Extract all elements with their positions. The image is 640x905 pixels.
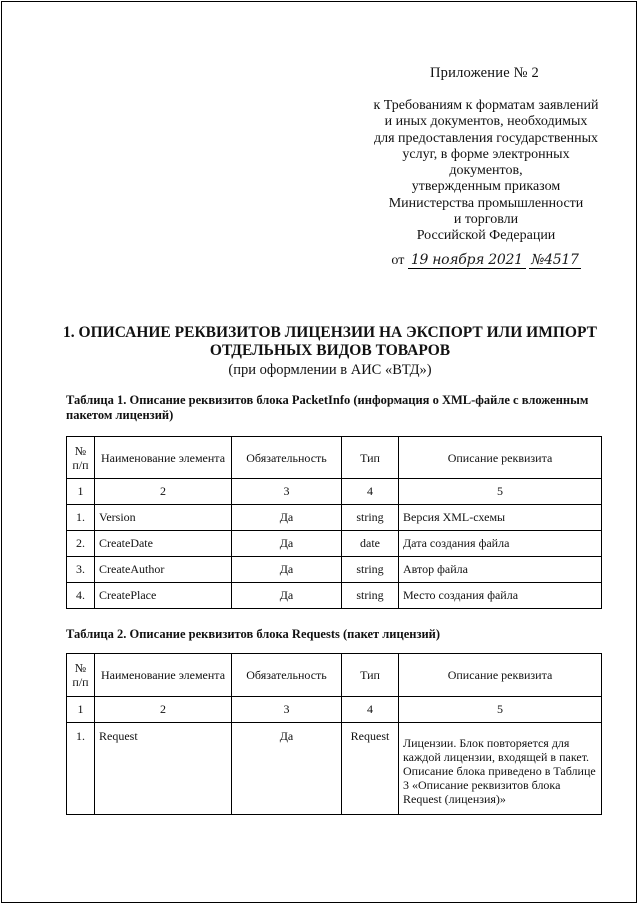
row-number: 1. bbox=[67, 505, 95, 531]
number-cell: 2 bbox=[95, 479, 232, 505]
header-cell: Обязательность bbox=[232, 654, 342, 697]
header-cell: Наименование элемента bbox=[95, 654, 232, 697]
handwritten-date: 19 ноября 2021 bbox=[408, 252, 526, 269]
approval-line bbox=[355, 252, 617, 269]
row-number: 4. bbox=[67, 583, 95, 609]
appendix-line: документов, bbox=[449, 163, 523, 179]
handwritten-number: №4517 bbox=[531, 252, 579, 268]
number-cell: 1 bbox=[67, 479, 95, 505]
type-value: date bbox=[342, 531, 399, 557]
appendix-line: к Требованиям к форматам заявлений bbox=[373, 98, 599, 113]
appendix-line: Министерства промышленности bbox=[388, 195, 584, 211]
table1-number-row bbox=[67, 479, 602, 505]
appendix-line: и торговли bbox=[453, 212, 519, 228]
description: Место создания файла bbox=[399, 583, 602, 609]
number-cell: 5 bbox=[399, 479, 602, 505]
appendix-text bbox=[355, 98, 617, 245]
header-cell: Описание реквизита bbox=[399, 654, 602, 697]
number-cell: 2 bbox=[95, 697, 232, 723]
required-value: Да bbox=[232, 557, 342, 583]
row-number: 3. bbox=[67, 557, 95, 583]
section-subtitle: (при оформлении в АИС «ВТД») bbox=[228, 362, 432, 378]
appendix-line: услуг, в форме электронных bbox=[402, 146, 570, 162]
description: Лицензии. Блок повторяется для каждой лицензии, входящей в пакет. Описание блока приведено в Таблице 3 «Описание реквизитов блока Request (лицензия)» bbox=[399, 723, 602, 815]
element-name: CreatePlace bbox=[95, 583, 232, 609]
type-value: Request bbox=[342, 723, 399, 815]
table-row bbox=[67, 723, 602, 815]
table-row bbox=[67, 505, 602, 531]
element-name: CreateDate bbox=[95, 531, 232, 557]
required-value: Да bbox=[232, 531, 342, 557]
appendix-line: для предоставления государственных bbox=[374, 130, 598, 146]
appendix-line: Российской Федерации bbox=[416, 228, 556, 244]
approval-prefix: от bbox=[391, 253, 405, 268]
element-name: Version bbox=[95, 505, 232, 531]
appendix-line: и иных документов, необходимых bbox=[384, 114, 588, 130]
header-cell: № п/п bbox=[67, 437, 95, 479]
appendix-line: утвержденным приказом bbox=[411, 179, 561, 195]
number-cell: 5 bbox=[399, 697, 602, 723]
table-row bbox=[67, 531, 602, 557]
section-title-line: ОТДЕЛЬНЫХ ВИДОВ ТОВАРОВ bbox=[209, 342, 451, 359]
type-value: string bbox=[342, 557, 399, 583]
number-cell: 3 bbox=[232, 697, 342, 723]
type-value: string bbox=[342, 505, 399, 531]
table-row bbox=[67, 557, 602, 583]
required-value: Да bbox=[232, 583, 342, 609]
header-cell: Тип bbox=[342, 654, 399, 697]
row-number: 2. bbox=[67, 531, 95, 557]
table1-header-row bbox=[67, 437, 602, 479]
table2 bbox=[66, 653, 602, 815]
header-cell: Тип bbox=[342, 437, 399, 479]
table1 bbox=[66, 436, 602, 609]
element-name: Request bbox=[95, 723, 232, 815]
appendix-title: Приложение № 2 bbox=[430, 65, 539, 81]
number-cell: 3 bbox=[232, 479, 342, 505]
header-cell: Обязательность bbox=[232, 437, 342, 479]
section-title bbox=[60, 324, 600, 360]
row-number: 1. bbox=[67, 723, 95, 815]
table2-caption: Таблица 2. Описание реквизитов блока Requests (пакет лицензий) bbox=[66, 627, 441, 641]
description: Автор файла bbox=[399, 557, 602, 583]
required-value: Да bbox=[232, 723, 342, 815]
number-cell: 4 bbox=[342, 697, 399, 723]
table2-header-row bbox=[67, 654, 602, 697]
table2-number-row bbox=[67, 697, 602, 723]
type-value: string bbox=[342, 583, 399, 609]
element-name: CreateAuthor bbox=[95, 557, 232, 583]
table-row bbox=[67, 583, 602, 609]
header-cell: Описание реквизита bbox=[399, 437, 602, 479]
header-cell: № п/п bbox=[67, 654, 95, 697]
number-cell: 1 bbox=[67, 697, 95, 723]
section-title-line: 1. ОПИСАНИЕ РЕКВИЗИТОВ ЛИЦЕНЗИИ НА ЭКСПОРТ ИЛИ ИМПОРТ bbox=[63, 324, 597, 341]
table1-caption: Таблица 1. Описание реквизитов блока PacketInfo (информация о XML-файле с вложенным пакетом лицензий) bbox=[66, 393, 589, 422]
number-cell: 4 bbox=[342, 479, 399, 505]
header-cell: Наименование элемента bbox=[95, 437, 232, 479]
description: Версия XML-схемы bbox=[399, 505, 602, 531]
required-value: Да bbox=[232, 505, 342, 531]
description: Дата создания файла bbox=[399, 531, 602, 557]
